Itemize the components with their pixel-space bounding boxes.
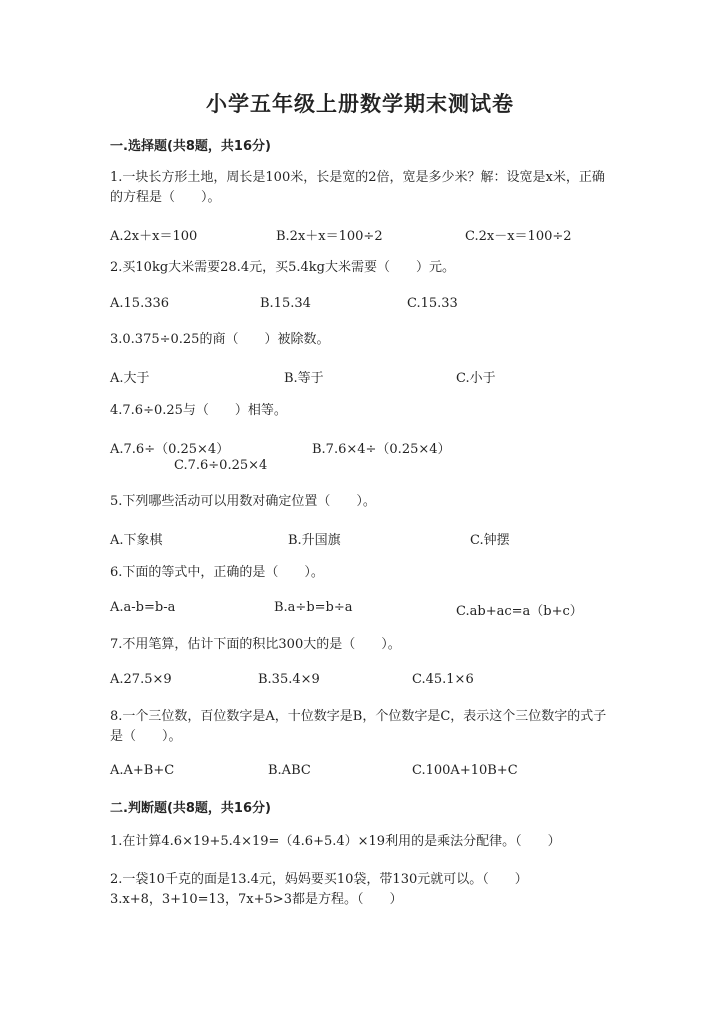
- option-b: B.2x＋x＝100÷2: [276, 229, 383, 244]
- option-a: A.15.336: [110, 296, 170, 311]
- question-7: 7.不用笔算，估计下面的积比300大的是（ ）。: [110, 637, 401, 652]
- option-b: B.升国旗: [288, 533, 341, 548]
- question-1: 1.一块长方形土地，周长是100米，长是宽的2倍，宽是多少米？解：设宽是x米，正确的方程是（ ）。: [110, 170, 605, 205]
- option-c: C.ab+ac=a（b+c）: [456, 604, 583, 619]
- option-a: A.A+B+C: [110, 763, 175, 778]
- question-4: 4.7.6÷0.25与（ ）相等。: [110, 403, 287, 418]
- question-2-options: [110, 296, 630, 316]
- question-4-options-row1: [110, 438, 630, 458]
- question-4-options-row2: [110, 458, 630, 478]
- option-a: A.2x＋x＝100: [110, 229, 198, 244]
- option-c: C.15.33: [407, 296, 458, 311]
- page-title: 小学五年级上册数学期末测试卷: [206, 92, 514, 116]
- question-6-options: [110, 600, 630, 620]
- option-c: C.小于: [456, 371, 496, 386]
- option-a: A.7.6÷（0.25×4）: [110, 442, 230, 457]
- judgement-2: 2.一袋10千克的面是13.4元，妈妈要买10袋，带130元就可以。（ ）: [110, 872, 528, 887]
- option-c: C.45.1×6: [412, 672, 474, 687]
- option-a: A.下象棋: [110, 533, 163, 548]
- option-b: B.a÷b=b÷a: [274, 600, 353, 615]
- option-a: A.27.5×9: [110, 672, 172, 687]
- option-b: B.等于: [284, 371, 324, 386]
- option-b: B.35.4×9: [258, 672, 320, 687]
- judgement-1: 1.在计算4.6×19+5.4×19=（4.6+5.4）×19利用的是乘法分配律。（ ）: [110, 834, 561, 849]
- option-b: B.ABC: [268, 763, 311, 778]
- question-5-options: [110, 529, 630, 549]
- option-c: C.100A+10B+C: [412, 763, 518, 778]
- section-heading-judgement: 二.判断题(共8题，共16分): [110, 801, 271, 816]
- option-b: B.7.6×4÷（0.25×4）: [312, 442, 451, 457]
- option-c: C.钟摆: [470, 533, 510, 548]
- judgement-3: 3.x+8，3+10=13，7x+5>3都是方程。（ ）: [110, 892, 403, 907]
- question-3-options: [110, 367, 630, 387]
- question-7-options: [110, 672, 630, 692]
- section-heading-choice: 一.选择题(共8题，共16分): [110, 139, 271, 154]
- option-c: C.7.6÷0.25×4: [174, 458, 268, 473]
- option-a: A.大于: [110, 371, 150, 386]
- option-a: A.a-b=b-a: [110, 600, 176, 615]
- option-c: C.2x－x＝100÷2: [465, 229, 572, 244]
- question-5: 5.下列哪些活动可以用数对确定位置（ ）。: [110, 494, 376, 509]
- question-3: 3.0.375÷0.25的商（ ）被除数。: [110, 332, 330, 347]
- question-8-options: [110, 763, 630, 783]
- question-2: 2.买10kg大米需要28.4元，买5.4kg大米需要（ ）元。: [110, 260, 455, 275]
- question-8: 8.一个三位数，百位数字是A，十位数字是B，个位数字是C，表示这个三位数字的式子是（ ）。: [110, 709, 607, 744]
- option-b: B.15.34: [260, 296, 311, 311]
- question-1-options: [110, 225, 630, 245]
- question-6: 6.下面的等式中，正确的是（ ）。: [110, 565, 324, 580]
